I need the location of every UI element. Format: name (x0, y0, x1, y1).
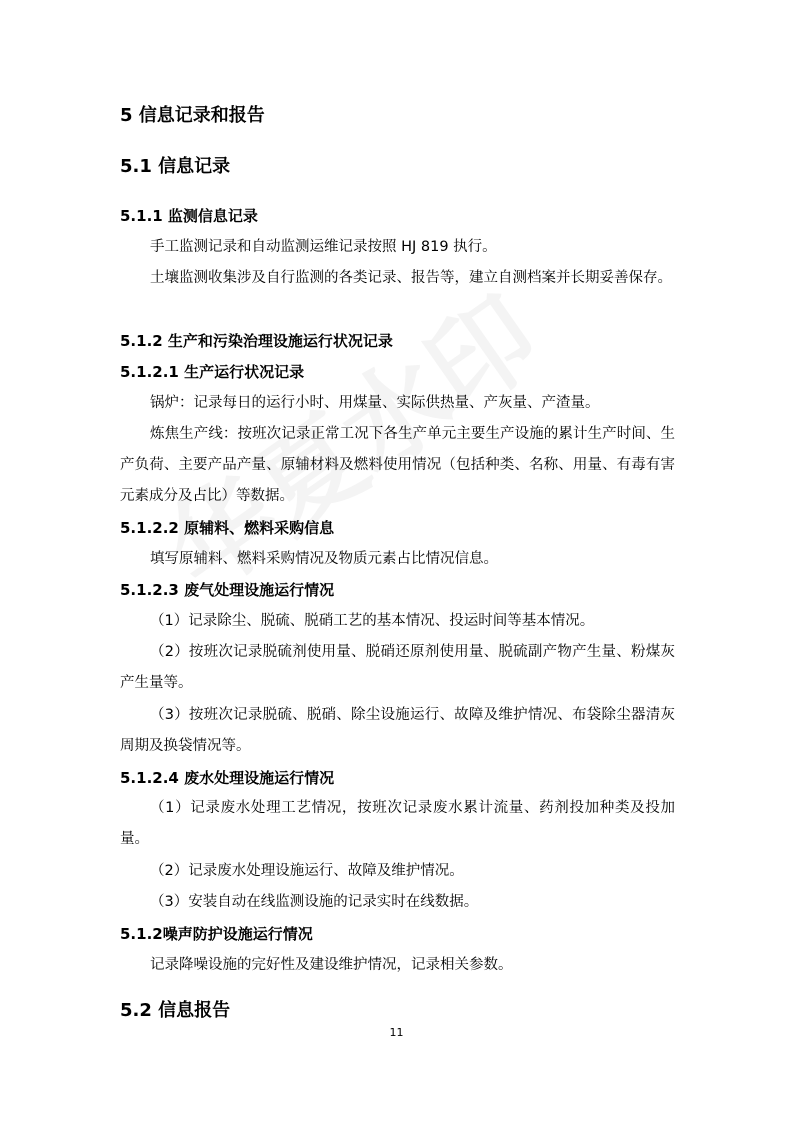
paragraph: 炼焦生产线：按班次记录正常工况下各生产单元主要生产设施的累计生产时间、生产负荷、主要产品产量、原辅材料及燃料使用情况（包括种类、名称、用量、有毒有害元素成分及占比）等数据。 (120, 426, 675, 504)
paragraph: 锅炉：记录每日的运行小时、用煤量、实际供热量、产灰量、产渣量。 (150, 395, 600, 411)
heading-5-1-2-2: 5.1.2.2 原辅料、燃料采购信息 (120, 519, 335, 537)
paragraph: 手工监测记录和自动监测运维记录按照 HJ 819 执行。 (150, 239, 497, 255)
paragraph: 土壤监测收集涉及自行监测的各类记录、报告等，建立自测档案并长期妥善保存。 (150, 270, 672, 286)
heading-5-1-2: 5.1.2 生产和污染治理设施运行状况记录 (120, 332, 393, 350)
paragraph: （3）安装自动在线监测设施的记录实时在线数据。 (150, 894, 479, 910)
paragraph: 记录降噪设施的完好性及建设维护情况，记录相关参数。 (150, 957, 513, 973)
heading-5-1-2-3: 5.1.2.3 废气处理设施运行情况 (120, 581, 335, 599)
paragraph: （3）按班次记录脱硫、脱硝、除尘设施运行、故障及维护情况、布袋除尘器清灰周期及换袋情况等。 (120, 707, 675, 754)
subsection-title-5-2: 5.2 信息报告 (120, 1000, 231, 1021)
page-number: 11 (389, 1026, 404, 1039)
heading-5-1-2-4: 5.1.2.4 废水处理设施运行情况 (120, 769, 335, 787)
heading-5-1-2-1: 5.1.2.1 生产运行状况记录 (120, 363, 305, 381)
paragraph: （2）记录废水处理设施运行、故障及维护情况。 (150, 863, 464, 879)
paragraph: （1）记录除尘、脱硫、脱硝工艺的基本情况、投运时间等基本情况。 (150, 613, 595, 629)
paragraph: （2）按班次记录脱硫剂使用量、脱硝还原剂使用量、脱硫副产物产生量、粉煤灰产生量等。 (120, 644, 675, 691)
section-title: 5 信息记录和报告 (120, 105, 265, 126)
paragraph: 填写原辅料、燃料采购情况及物质元素占比情况信息。 (150, 551, 498, 567)
subsection-title-5-1: 5.1 信息记录 (120, 156, 231, 177)
heading-5-1-1: 5.1.1 监测信息记录 (120, 207, 258, 225)
heading-5-1-2-5: 5.1.2噪声防护设施运行情况 (120, 925, 313, 943)
paragraph: （1）记录废水处理工艺情况，按班次记录废水累计流量、药剂投加种类及投加量。 (120, 800, 675, 847)
